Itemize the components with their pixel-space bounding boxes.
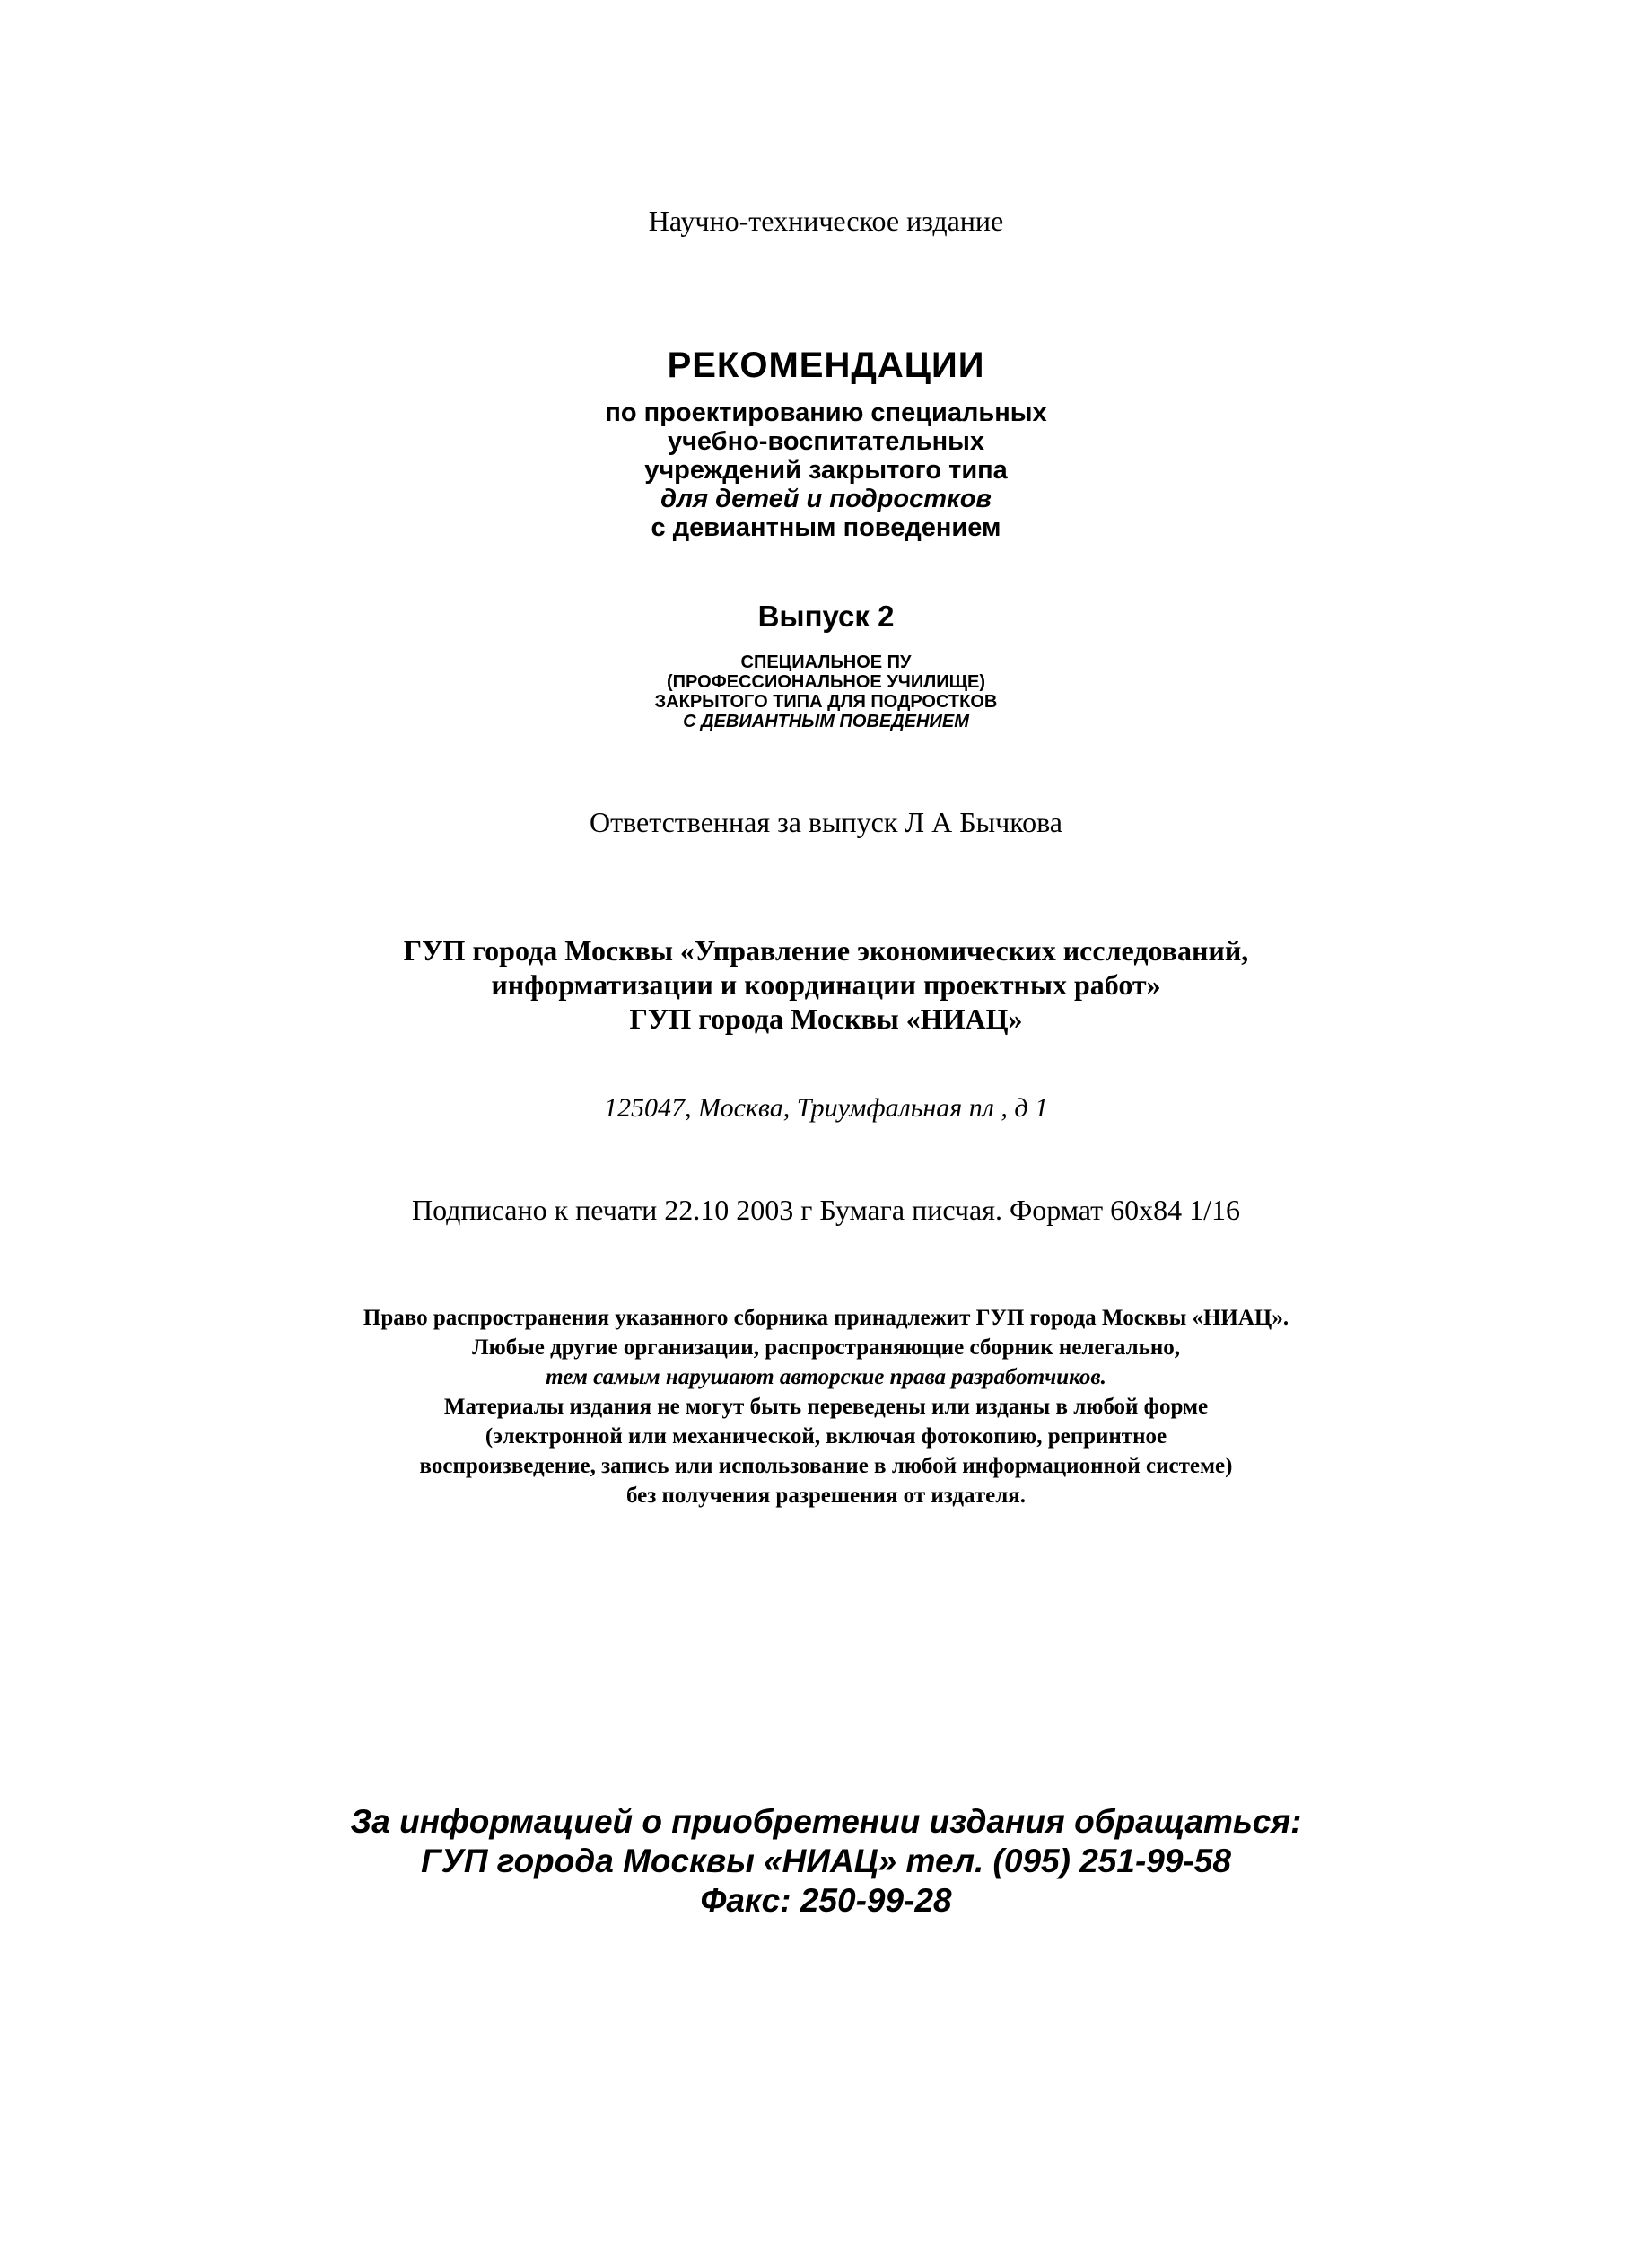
- edition-type: Научно-техническое издание: [648, 205, 1004, 237]
- issue-caption-line: С ДЕВИАНТНЫМ ПОВЕДЕНИЕМ: [683, 712, 969, 731]
- publisher-line: ГУП города Москвы «НИАЦ»: [629, 1002, 1023, 1035]
- contact-line: ГУП города Москвы «НИАЦ» тел. (095) 251-99-58: [421, 1843, 1231, 1879]
- rights-line: (электронной или механической, включая фотокопию, репринтное: [485, 1424, 1167, 1449]
- publisher-line: ГУП города Москвы «Управление экономических исследований,: [403, 934, 1249, 967]
- subtitle-line: учебно-воспитательных: [667, 427, 985, 456]
- publisher-line: информатизации и координации проектных работ»: [491, 968, 1161, 1001]
- subtitle-line: с девиантным поведением: [651, 513, 1001, 542]
- issue-caption-line: (ПРОФЕССИОНАЛЬНОЕ УЧИЛИЩЕ): [667, 672, 985, 692]
- rights-line: Материалы издания не могут быть переведены или изданы в любой форме: [443, 1395, 1209, 1419]
- contact-line: Факс: 250-99-28: [700, 1882, 952, 1919]
- issue-caption-line: СПЕЦИАЛЬНОЕ ПУ: [740, 652, 912, 672]
- issue-caption-line: ЗАКРЫТОГО ТИПА ДЛЯ ПОДРОСТКОВ: [654, 692, 998, 712]
- subtitle-line: для детей и подростков: [660, 485, 992, 513]
- rights-line: тем самым нарушают авторские права разработчиков.: [546, 1365, 1106, 1389]
- issue-label: Выпуск 2: [757, 600, 895, 633]
- document-title: РЕКОМЕНДАЦИИ: [667, 346, 985, 385]
- subtitle-line: учреждений закрытого типа: [644, 456, 1008, 485]
- contact-line: За информацией о приобретении издания обращаться:: [350, 1803, 1302, 1840]
- rights-line: воспроизведение, запись или использование в любой информационной системе): [419, 1454, 1233, 1478]
- publisher-address: 125047, Москва, Триумфальная пл , д 1: [604, 1093, 1048, 1123]
- responsible-person: Ответственная за выпуск Л А Бычкова: [590, 806, 1062, 838]
- rights-line: без получения разрешения от издателя.: [625, 1484, 1027, 1508]
- rights-line: Любые другие организации, распространяющие сборник нелегально,: [471, 1335, 1181, 1360]
- subtitle-line: по проектированию специальных: [605, 398, 1047, 427]
- rights-line: Право распространения указанного сборника принадлежит ГУП города Москвы «НИАЦ».: [363, 1306, 1289, 1330]
- imprint-line: Подписано к печати 22.10 2003 г Бумага писчая. Формат 60x84 1/16: [411, 1194, 1241, 1226]
